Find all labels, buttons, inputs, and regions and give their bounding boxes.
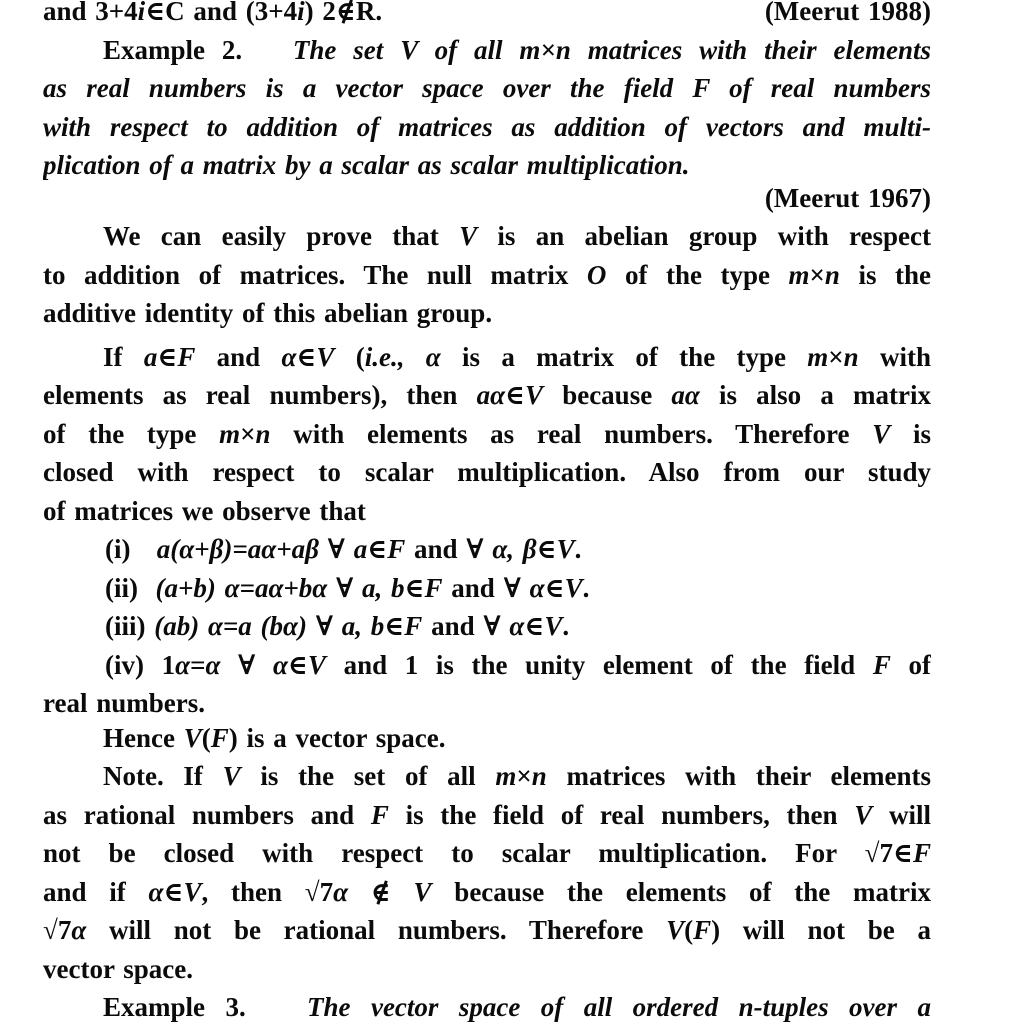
text-segment: of matrices we observe that — [43, 495, 366, 526]
text-segment: a, b — [341, 611, 385, 641]
text-segment: V — [666, 915, 685, 945]
note-line-1 — [43, 757, 931, 796]
property-iv-continued — [43, 684, 931, 723]
text-segment: and 3+4 — [43, 0, 138, 26]
text-segment: α — [529, 572, 545, 603]
text-segment: and ∀ — [405, 534, 493, 564]
text-segment: V — [544, 611, 563, 641]
text-segment: as real numbers is a vector space over the field F of real numbers — [43, 73, 931, 103]
closure-para-line-2 — [43, 376, 931, 415]
text-segment: i.e., — [364, 341, 405, 372]
text-segment: V — [459, 221, 478, 251]
text-segment: a, b — [362, 572, 405, 603]
text-segment: The set V of all m×n matrices with their elements — [292, 34, 931, 65]
text-segment: is also a matrix — [699, 380, 931, 410]
text-segment: ∈ — [404, 572, 425, 603]
text-segment: α — [425, 341, 441, 372]
text-segment: i — [137, 0, 146, 26]
text-segment: ∈ — [296, 341, 317, 372]
example2-line-1 — [43, 31, 931, 70]
text-segment: (ii) — [105, 572, 156, 603]
text-segment: of — [890, 649, 931, 680]
property-iv — [43, 646, 931, 685]
text-segment: . — [574, 534, 582, 564]
text-segment: n — [531, 761, 547, 791]
text-segment: , then √7 — [201, 876, 334, 907]
text-segment: × — [828, 341, 844, 372]
text-segment: m — [495, 761, 517, 791]
text-segment: is an abelian group with respect — [477, 221, 931, 251]
text-segment: The vector space of all ordered n-tuples over a — [307, 992, 931, 1022]
text-segment: α — [281, 341, 297, 372]
text-segment: V — [183, 876, 202, 907]
text-segment: not be closed with respect to scalar multiplication. For √7∈ — [43, 838, 913, 868]
text-segment: α — [71, 915, 87, 945]
text-segment: V — [854, 799, 873, 830]
text-segment: V — [413, 876, 432, 907]
text-segment: is — [890, 418, 931, 449]
text-segment: (iii) — [105, 611, 155, 641]
text-segment: ∉ — [348, 876, 414, 907]
text-segment: α — [509, 611, 525, 641]
text-segment: ∈ — [157, 341, 178, 372]
text-segment: (i) — [105, 534, 157, 564]
text-segment: Note. If — [103, 761, 223, 791]
example2-line-2 — [43, 69, 931, 108]
text-segment: × — [240, 418, 256, 449]
text-segment: of the type — [606, 259, 789, 290]
note-line-5 — [43, 911, 931, 950]
text-segment: and ∀ — [442, 572, 530, 603]
example2-line-3 — [43, 108, 931, 147]
text-segment: (Meerut 1967) — [764, 182, 931, 213]
text-segment: √7 — [43, 915, 72, 945]
text-segment: ) is a vector space. — [228, 722, 446, 753]
text-segment: V — [183, 722, 202, 753]
text-segment: F — [370, 799, 389, 830]
text-segment: Example 3. — [103, 992, 308, 1022]
text-segment: . — [562, 611, 570, 641]
text-segment: n — [843, 341, 859, 372]
text-segment: additive identity of this abelian group. — [43, 298, 493, 328]
property-ii — [43, 569, 931, 608]
text-segment: and 1 is the unity element of the field — [325, 649, 873, 680]
text-segment: because — [543, 380, 672, 410]
note-line-6 — [43, 950, 931, 989]
text-segment: ( — [334, 341, 365, 372]
text-segment: ∈ — [163, 876, 184, 907]
text-segment: ) will not be a — [711, 915, 931, 945]
text-segment: (Meerut 1988) — [764, 0, 931, 26]
text-segment: α — [205, 649, 221, 680]
text-segment: (iv) 1 — [105, 649, 176, 680]
text-segment: vector space. — [43, 953, 193, 984]
closure-para-line-5 — [43, 492, 931, 531]
text-segment: ∀ — [306, 611, 342, 641]
text-segment: will not be rational numbers. Therefore — [86, 915, 667, 945]
text-segment: elements as real numbers), then — [43, 380, 477, 410]
text-segment: V — [525, 380, 544, 410]
text-segment: α — [333, 876, 349, 907]
text-segment: V — [222, 761, 241, 791]
text-segment: n — [255, 418, 271, 449]
property-iii — [43, 607, 931, 646]
text-segment: with — [858, 341, 931, 372]
text-segment: m — [788, 259, 810, 290]
text-segment: V — [556, 534, 575, 564]
text-segment: plication of a matrix by a scalar as scalar multiplication. — [43, 150, 690, 180]
text-segment: ( — [684, 915, 694, 945]
text-segment: Hence — [103, 722, 184, 753]
text-segment: and ∀ — [422, 611, 510, 641]
text-segment: aα — [476, 380, 506, 410]
text-segment: α — [148, 876, 164, 907]
text-segment: × — [516, 761, 532, 791]
text-segment: V — [316, 341, 335, 372]
text-segment: ∈ — [287, 649, 308, 680]
closure-para-line-4 — [43, 453, 931, 492]
text-segment: matrices with their elements — [546, 761, 931, 791]
text-segment: m — [807, 341, 829, 372]
hence-line — [43, 719, 931, 758]
text-segment: F — [693, 915, 712, 945]
text-segment: ∈C and (3+4 — [145, 0, 298, 26]
text-segment: V — [307, 649, 326, 680]
text-segment: × — [809, 259, 825, 290]
text-segment: m — [219, 418, 241, 449]
note-line-2 — [43, 796, 931, 835]
property-i — [43, 530, 931, 569]
text-segment: α — [272, 649, 288, 680]
text-segment: F — [177, 341, 196, 372]
text-segment: O — [586, 259, 607, 290]
text-segment: ∀ — [327, 572, 363, 603]
text-segment: is a matrix of the type — [440, 341, 808, 372]
text-segment: a(α+β)=aα+aβ — [156, 534, 319, 564]
text-segment: because the elements of the matrix — [431, 876, 931, 907]
text-segment: = — [190, 649, 206, 680]
text-segment: α, β — [492, 534, 537, 564]
example3-line-1 — [43, 988, 931, 1027]
prev-topic-text — [43, 0, 382, 31]
text-segment: ∀ — [318, 534, 354, 564]
text-segment: ∈ — [367, 534, 388, 564]
text-segment: of the type — [43, 418, 220, 449]
text-segment: and if — [43, 876, 149, 907]
text-segment: i — [297, 0, 305, 26]
text-segment: ( — [201, 722, 211, 753]
text-segment: If — [103, 341, 144, 372]
text-segment: with elements as real numbers. Therefore — [270, 418, 873, 449]
text-segment: is the field of real numbers, then — [388, 799, 855, 830]
text-segment: Example 2. — [103, 34, 293, 65]
text-segment: and — [195, 341, 282, 372]
text-segment: F — [912, 838, 931, 868]
text-segment: V — [564, 572, 583, 603]
text-segment: as rational numbers and — [43, 799, 371, 830]
text-segment: real numbers. — [43, 688, 205, 718]
text-segment: aα — [671, 380, 700, 410]
text-segment: α — [175, 649, 191, 680]
text-segment: V — [872, 418, 891, 449]
note-line-3 — [43, 834, 931, 873]
text-segment: F — [872, 649, 891, 680]
text-segment: We can easily prove that — [103, 221, 460, 251]
text-segment: . — [582, 572, 590, 603]
text-segment: F — [210, 722, 229, 753]
attribution-meerut-1988 — [765, 0, 931, 31]
abelian-para-line-1 — [43, 217, 931, 256]
text-segment: ∀ — [220, 649, 273, 680]
text-segment: ∈ — [384, 611, 405, 641]
text-segment: a — [143, 341, 158, 372]
text-segment: will — [872, 799, 931, 830]
text-segment: (a+b) α=aα+bα — [155, 572, 328, 603]
text-segment — [404, 342, 425, 372]
text-segment: (ab) α=a (bα) — [154, 611, 307, 641]
text-segment: closed with respect to scalar multiplication. Also from our study — [43, 457, 931, 487]
closure-para-line-1 — [43, 338, 931, 377]
prev-topic-line — [43, 0, 931, 31]
text-segment: ∈ — [536, 534, 557, 564]
abelian-para-line-2 — [43, 256, 931, 295]
note-line-4 — [43, 873, 931, 912]
text-segment: n — [824, 259, 840, 290]
text-segment: ∈ — [544, 572, 565, 603]
text-segment: is the set of all — [240, 761, 496, 791]
text-segment: ∈ — [505, 380, 526, 410]
text-segment: ∈ — [524, 611, 545, 641]
text-segment: F — [424, 572, 443, 603]
closure-para-line-3 — [43, 415, 931, 454]
abelian-para-line-3 — [43, 294, 931, 333]
text-segment: with respect to addition of matrices as addition of vectors and multi- — [43, 111, 931, 142]
text-segment: is the — [839, 259, 931, 290]
text-segment: F — [404, 611, 423, 641]
text-segment: a — [353, 534, 368, 564]
text-segment: to addition of matrices. The null matrix — [43, 259, 587, 290]
text-segment: F — [387, 534, 406, 564]
text-segment: ) 2∉R. — [304, 0, 383, 26]
